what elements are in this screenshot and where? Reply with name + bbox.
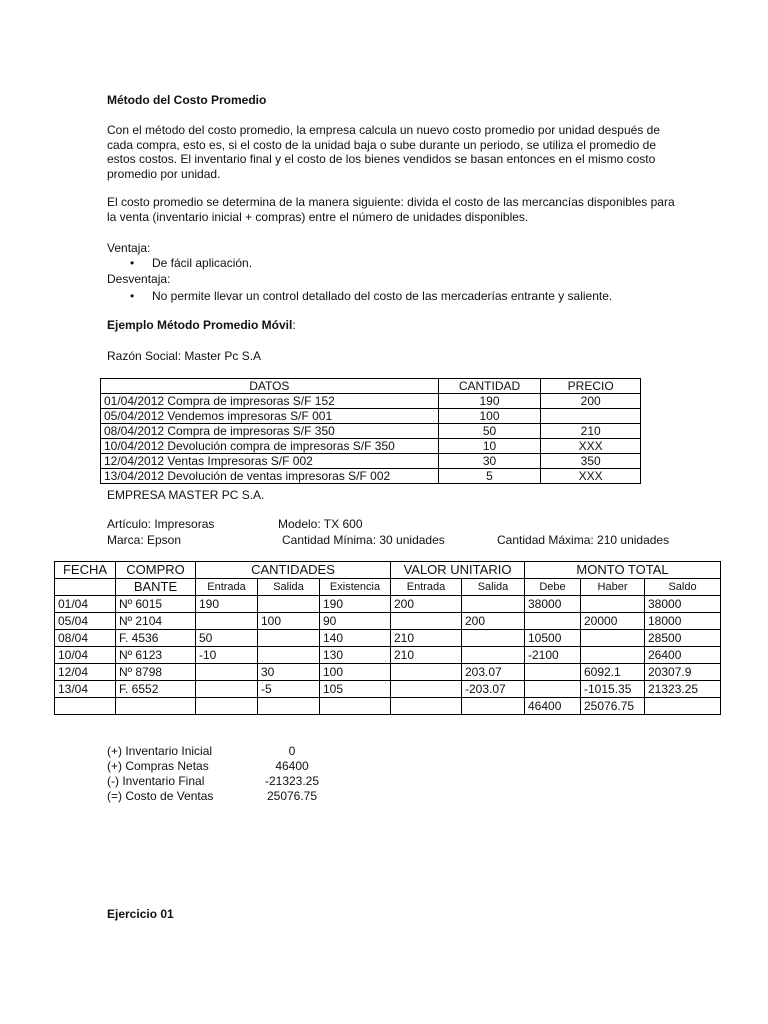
table-row: [101, 424, 641, 439]
table-cell: 203.07: [462, 664, 525, 681]
razon-social: Razón Social: Master Pc S.A: [107, 349, 262, 363]
table-cell: 30: [258, 664, 320, 681]
kardex-table: [54, 561, 721, 715]
table-cell: [462, 647, 525, 664]
table-cell: 200: [462, 613, 525, 630]
table-cell: 130: [320, 647, 391, 664]
desventaja-item: [130, 289, 612, 304]
table-cell: 12/04: [55, 664, 116, 681]
table-cell: 200: [541, 394, 641, 409]
example-colon: :: [292, 318, 296, 332]
table-cell: [462, 698, 525, 715]
subheader-salida: Salida: [258, 579, 320, 596]
desventaja-item-text: No permite llevar un control detallado del costo de las mercaderías entrante y saliente.: [152, 289, 613, 303]
table-cell: 10/04/2012 Devolución compra de impresoras S/F 350: [101, 439, 439, 454]
table-cell: 38000: [645, 596, 721, 613]
summary-value: -21323.25: [264, 774, 320, 788]
table-cell: [525, 664, 581, 681]
table-cell: 50: [196, 630, 258, 647]
summary-value: 46400: [275, 759, 309, 773]
summary-value: 25076.75: [266, 789, 318, 803]
table-row: [101, 394, 641, 409]
table-cell: 12/04/2012 Ventas Impresoras S/F 002: [101, 454, 439, 469]
bullet-icon: •: [130, 289, 135, 303]
table-cell: 25076.75: [581, 698, 645, 715]
articulo: Artículo: Impresoras: [107, 517, 215, 531]
cantidad-maxima: Cantidad Máxima: 210 unidades: [497, 533, 670, 547]
subheader-vu-entrada: Entrada: [391, 579, 462, 596]
kardex-subheader-row: [55, 579, 721, 596]
table-cell: F. 4536: [116, 630, 196, 647]
table-cell: 20000: [581, 613, 645, 630]
table-cell: -1015.35: [581, 681, 645, 698]
subheader-vu-salida: Salida: [462, 579, 525, 596]
intro-paragraph: Con el método del costo promedio, la empresa calcula un nuevo costo promedio por unidad después de cada compra, esto es, si el costo de la unidad baja o sube durante un periodo, se utiliza el promedio de estos costos. El inventario final y el costo de los bienes vendidos se basan entonces en el mismo costo promedio por unidad.: [107, 123, 661, 181]
summary-label: (-) Inventario Final: [107, 774, 205, 788]
table-cell: [391, 681, 462, 698]
summary-row: [107, 759, 347, 774]
table-cell: 5: [438, 469, 541, 484]
subheader-existencia: Existencia: [320, 579, 391, 596]
table-cell: -10: [196, 647, 258, 664]
summary-row: [107, 774, 347, 789]
summary-row: [107, 744, 347, 759]
table-cell: 13/04: [55, 681, 116, 698]
table-cell: 01/04: [55, 596, 116, 613]
table-cell: [196, 698, 258, 715]
ventaja-item-text: De fácil aplicación.: [152, 256, 253, 270]
table-cell: [581, 630, 645, 647]
cantidad-minima: Cantidad Mínima: 30 unidades: [282, 533, 445, 547]
table-cell: [196, 681, 258, 698]
table-cell: XXX: [541, 469, 641, 484]
example-heading: [107, 318, 296, 333]
definition-paragraph: El costo promedio se determina de la manera siguiente: divida el costo de las mercancías disponibles para la venta (inventario inicial + compras) entre el número de unidades disponibles.: [107, 195, 675, 224]
header-fecha: FECHA: [55, 562, 116, 579]
table-cell: 10/04: [55, 647, 116, 664]
table-cell: 105: [320, 681, 391, 698]
table-cell: [196, 664, 258, 681]
table-cell: 05/04: [55, 613, 116, 630]
subheader-saldo: Saldo: [645, 579, 721, 596]
table-row: [55, 613, 721, 630]
table-cell: [196, 613, 258, 630]
bullet-icon: •: [130, 256, 135, 270]
table-cell: [258, 647, 320, 664]
table-cell: [116, 698, 196, 715]
table-cell: [391, 698, 462, 715]
table-cell: 200: [391, 596, 462, 613]
table-cell: 210: [391, 647, 462, 664]
table-cell: 140: [320, 630, 391, 647]
table-cell: Nº 8798: [116, 664, 196, 681]
datos-table: [100, 378, 641, 484]
table-cell: 350: [541, 454, 641, 469]
table-cell: [391, 664, 462, 681]
ventaja-label: Ventaja:: [107, 241, 151, 255]
ventaja-item: [130, 256, 252, 271]
empresa-name: EMPRESA MASTER PC S.A.: [107, 488, 265, 502]
datos-header-cell: CANTIDAD: [438, 379, 541, 394]
table-cell: 13/04/2012 Devolución de ventas impresoras S/F 002: [101, 469, 439, 484]
subheader-entrada: Entrada: [196, 579, 258, 596]
table-cell: 21323.25: [645, 681, 721, 698]
subheader-haber: Haber: [581, 579, 645, 596]
table-row: [55, 681, 721, 698]
table-row: [55, 630, 721, 647]
table-cell: [462, 630, 525, 647]
page-title: Método del Costo Promedio: [107, 93, 267, 107]
kardex-body: [55, 596, 721, 715]
summary-row: [107, 789, 347, 804]
table-cell: 100: [438, 409, 541, 424]
desventaja-label: Desventaja:: [107, 272, 171, 286]
subheader-debe: Debe: [525, 579, 581, 596]
table-cell: 10500: [525, 630, 581, 647]
modelo: Modelo: TX 600: [278, 517, 363, 531]
table-cell: [525, 613, 581, 630]
datos-header-row: [101, 379, 641, 394]
summary-value: 0: [288, 744, 296, 758]
table-cell: 50: [438, 424, 541, 439]
table-cell: [581, 596, 645, 613]
table-cell: 10: [438, 439, 541, 454]
table-cell: 210: [391, 630, 462, 647]
table-row: [55, 596, 721, 613]
table-cell: 20307.9: [645, 664, 721, 681]
table-cell: [645, 698, 721, 715]
summary-label: (+) Compras Netas: [107, 759, 209, 773]
table-cell: 08/04: [55, 630, 116, 647]
datos-header-cell: PRECIO: [541, 379, 641, 394]
header-fecha-blank: [55, 579, 116, 596]
table-row: [55, 698, 721, 715]
table-cell: [258, 698, 320, 715]
table-cell: 190: [438, 394, 541, 409]
table-cell: 38000: [525, 596, 581, 613]
ejercicio-heading: Ejercicio 01: [107, 907, 174, 921]
table-cell: 30: [438, 454, 541, 469]
table-cell: Nº 6123: [116, 647, 196, 664]
header-comprobante-bottom: BANTE: [116, 579, 196, 596]
table-row: [101, 439, 641, 454]
table-cell: 28500: [645, 630, 721, 647]
table-cell: 190: [320, 596, 391, 613]
table-cell: 90: [320, 613, 391, 630]
table-cell: [320, 698, 391, 715]
table-cell: 26400: [645, 647, 721, 664]
table-cell: 190: [196, 596, 258, 613]
table-cell: 18000: [645, 613, 721, 630]
table-cell: XXX: [541, 439, 641, 454]
header-comprobante-top: COMPRO: [116, 562, 196, 579]
table-row: [55, 664, 721, 681]
table-cell: 05/04/2012 Vendemos impresoras S/F 001: [101, 409, 439, 424]
kardex-header-row: [55, 562, 721, 579]
table-cell: 210: [541, 424, 641, 439]
table-cell: 08/04/2012 Compra de impresoras S/F 350: [101, 424, 439, 439]
table-cell: 6092.1: [581, 664, 645, 681]
summary-label: (=) Costo de Ventas: [107, 789, 214, 803]
table-cell: [391, 613, 462, 630]
table-row: [101, 409, 641, 424]
table-row: [101, 454, 641, 469]
table-cell: Nº 2104: [116, 613, 196, 630]
example-title: Ejemplo Método Promedio Móvil: [107, 318, 293, 332]
table-cell: [258, 596, 320, 613]
header-monto-total: MONTO TOTAL: [525, 562, 721, 579]
table-cell: 100: [320, 664, 391, 681]
table-cell: -203.07: [462, 681, 525, 698]
table-cell: 100: [258, 613, 320, 630]
summary-label: (+) Inventario Inicial: [107, 744, 213, 758]
header-valor-unitario: VALOR UNITARIO: [391, 562, 525, 579]
table-cell: -2100: [525, 647, 581, 664]
table-cell: 01/04/2012 Compra de impresoras S/F 152: [101, 394, 439, 409]
table-cell: Nº 6015: [116, 596, 196, 613]
table-row: [101, 469, 641, 484]
table-cell: [525, 681, 581, 698]
table-cell: F. 6552: [116, 681, 196, 698]
table-cell: [541, 409, 641, 424]
table-cell: -5: [258, 681, 320, 698]
table-cell: [581, 647, 645, 664]
marca: Marca: Epson: [107, 533, 182, 547]
datos-header-cell: DATOS: [101, 379, 439, 394]
table-cell: [55, 698, 116, 715]
table-row: [55, 647, 721, 664]
table-cell: [462, 596, 525, 613]
table-cell: 46400: [525, 698, 581, 715]
header-cantidades: CANTIDADES: [196, 562, 391, 579]
table-cell: [258, 630, 320, 647]
